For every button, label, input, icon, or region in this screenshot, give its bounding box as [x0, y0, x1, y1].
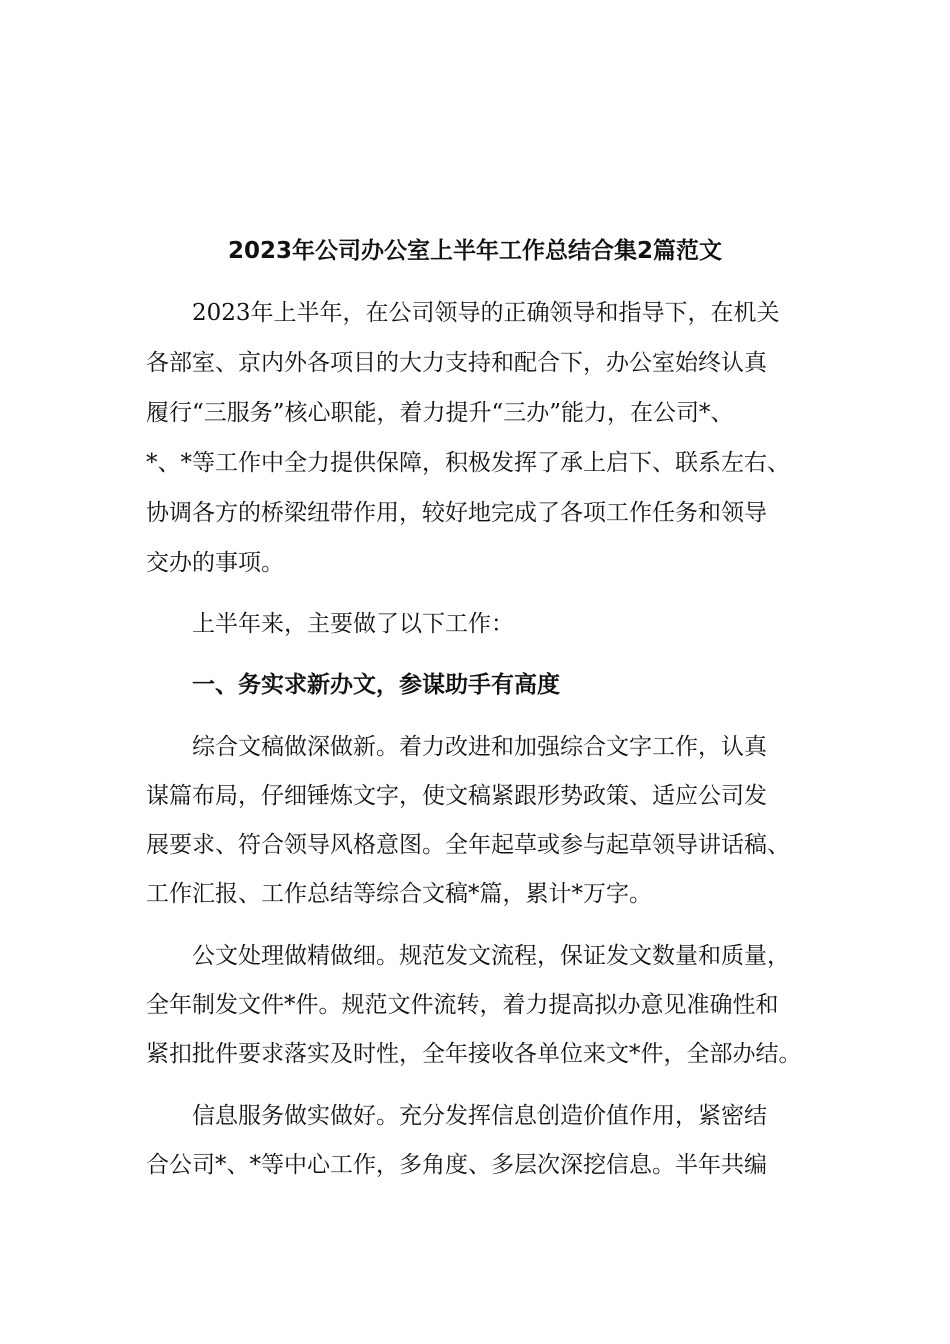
- section-1-heading: 一、务实求新办文，参谋助手有高度: [192, 672, 560, 698]
- paragraph-3-line-3: 展要求、符合领导风格意图。全年起草或参与起草领导讲话稿、: [146, 832, 790, 858]
- paragraph-1-line-3: 履行“三服务”核心职能，着力提升“三办”能力，在公司*、: [146, 400, 734, 426]
- paragraph-1-line-4: *、*等工作中全力提供保障，积极发挥了承上启下、联系左右、: [146, 450, 790, 476]
- paragraph-4-line-3: 紧扣批件要求落实及时性，全年接收各单位来文*件，全部办结。: [146, 1041, 802, 1067]
- paragraph-1-line-5: 协调各方的桥梁纽带作用，较好地完成了各项工作任务和领导: [146, 500, 767, 526]
- paragraph-4-line-1: 公文处理做精做细。规范发文流程，保证发文数量和质量，: [192, 943, 790, 969]
- paragraph-1-line-1: 2023年上半年，在公司领导的正确领导和指导下，在机关: [192, 300, 780, 326]
- paragraph-2-line-1: 上半年来，主要做了以下工作：: [192, 611, 514, 637]
- paragraph-4-line-2: 全年制发文件*件。规范文件流转，着力提高拟办意见准确性和: [146, 992, 779, 1018]
- paragraph-1-line-2: 各部室、京内外各项目的大力支持和配合下，办公室始终认真: [146, 350, 767, 376]
- paragraph-1-line-6: 交办的事项。: [146, 550, 284, 576]
- paragraph-3-line-2: 谋篇布局，仔细锤炼文字，使文稿紧跟形势政策、适应公司发: [146, 783, 767, 809]
- document-title: 2023年公司办公室上半年工作总结合集2篇范文: [227, 238, 723, 264]
- paragraph-3-line-1: 综合文稿做深做新。着力改进和加强综合文字工作，认真: [192, 734, 767, 760]
- paragraph-3-line-4: 工作汇报、工作总结等综合文稿*篇，累计*万字。: [146, 881, 652, 907]
- paragraph-5-line-1: 信息服务做实做好。充分发挥信息创造价值作用，紧密结: [192, 1103, 767, 1129]
- paragraph-5-line-2: 合公司*、*等中心工作，多角度、多层次深挖信息。半年共编: [146, 1152, 767, 1178]
